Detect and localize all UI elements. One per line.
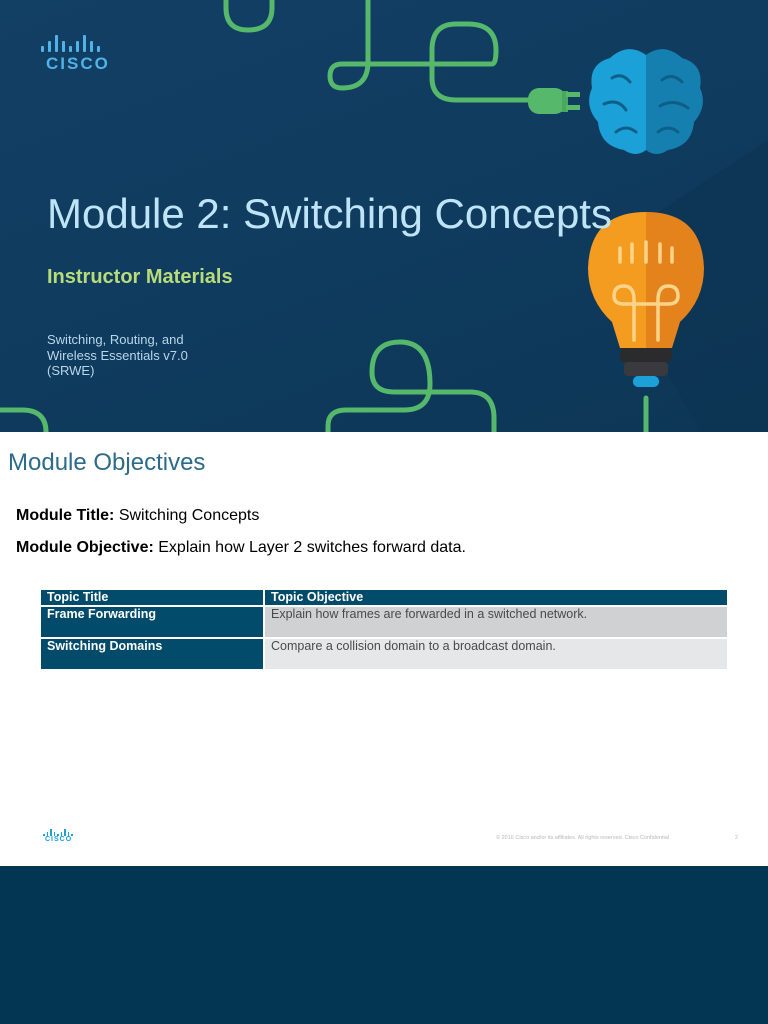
cisco-logo-icon [40,34,110,73]
header-topic-objective: Topic Objective [264,590,727,606]
topic-table [41,590,727,669]
logo-bars [40,34,110,52]
logo-text: CISCO [46,54,110,73]
module-objective-label: Module Objective: [16,539,154,556]
topic-title-cell: Switching Domains [41,638,264,669]
footer-logo-text: CISCO [45,836,73,843]
module-title-line [16,507,259,525]
module-title-value: Switching Concepts [114,507,260,524]
title-slide [0,0,768,432]
footer-copyright: © 2016 Cisco and/or its affiliates. All rights reserved. Cisco Confidential [496,835,670,841]
module-title-label: Module Title: [16,507,115,524]
table-row [41,606,727,638]
objectives-slide [0,432,768,866]
topic-title-cell: Frame Forwarding [41,606,264,638]
footer-page-number: 2 [735,835,739,841]
course-line-1: Switching, Routing, and [47,332,184,347]
table-row [41,638,727,669]
module-objective-value: Explain how Layer 2 switches forward data. [153,539,466,556]
topic-objective-cell: Explain how frames are forwarded in a switched network. [264,606,727,638]
course-line-3: (SRWE) [47,363,95,378]
header-topic-title: Topic Title [41,590,264,606]
objectives-heading: Module Objectives [8,449,206,476]
module-objective-line [16,539,466,557]
course-line-2: Wireless Essentials v7.0 [47,347,188,363]
footer-logo-bars [43,829,73,836]
course-name [47,332,217,379]
slide-title: Module 2: Switching Concepts [47,190,612,237]
table-header-row [41,590,727,606]
brain-icon [589,49,703,154]
topic-objective-cell: Compare a collision domain to a broadcast domain. [264,638,727,669]
slide-subtitle: Instructor Materials [47,266,233,288]
plug-icon [528,88,580,114]
footer-cisco-logo-icon [43,829,73,843]
